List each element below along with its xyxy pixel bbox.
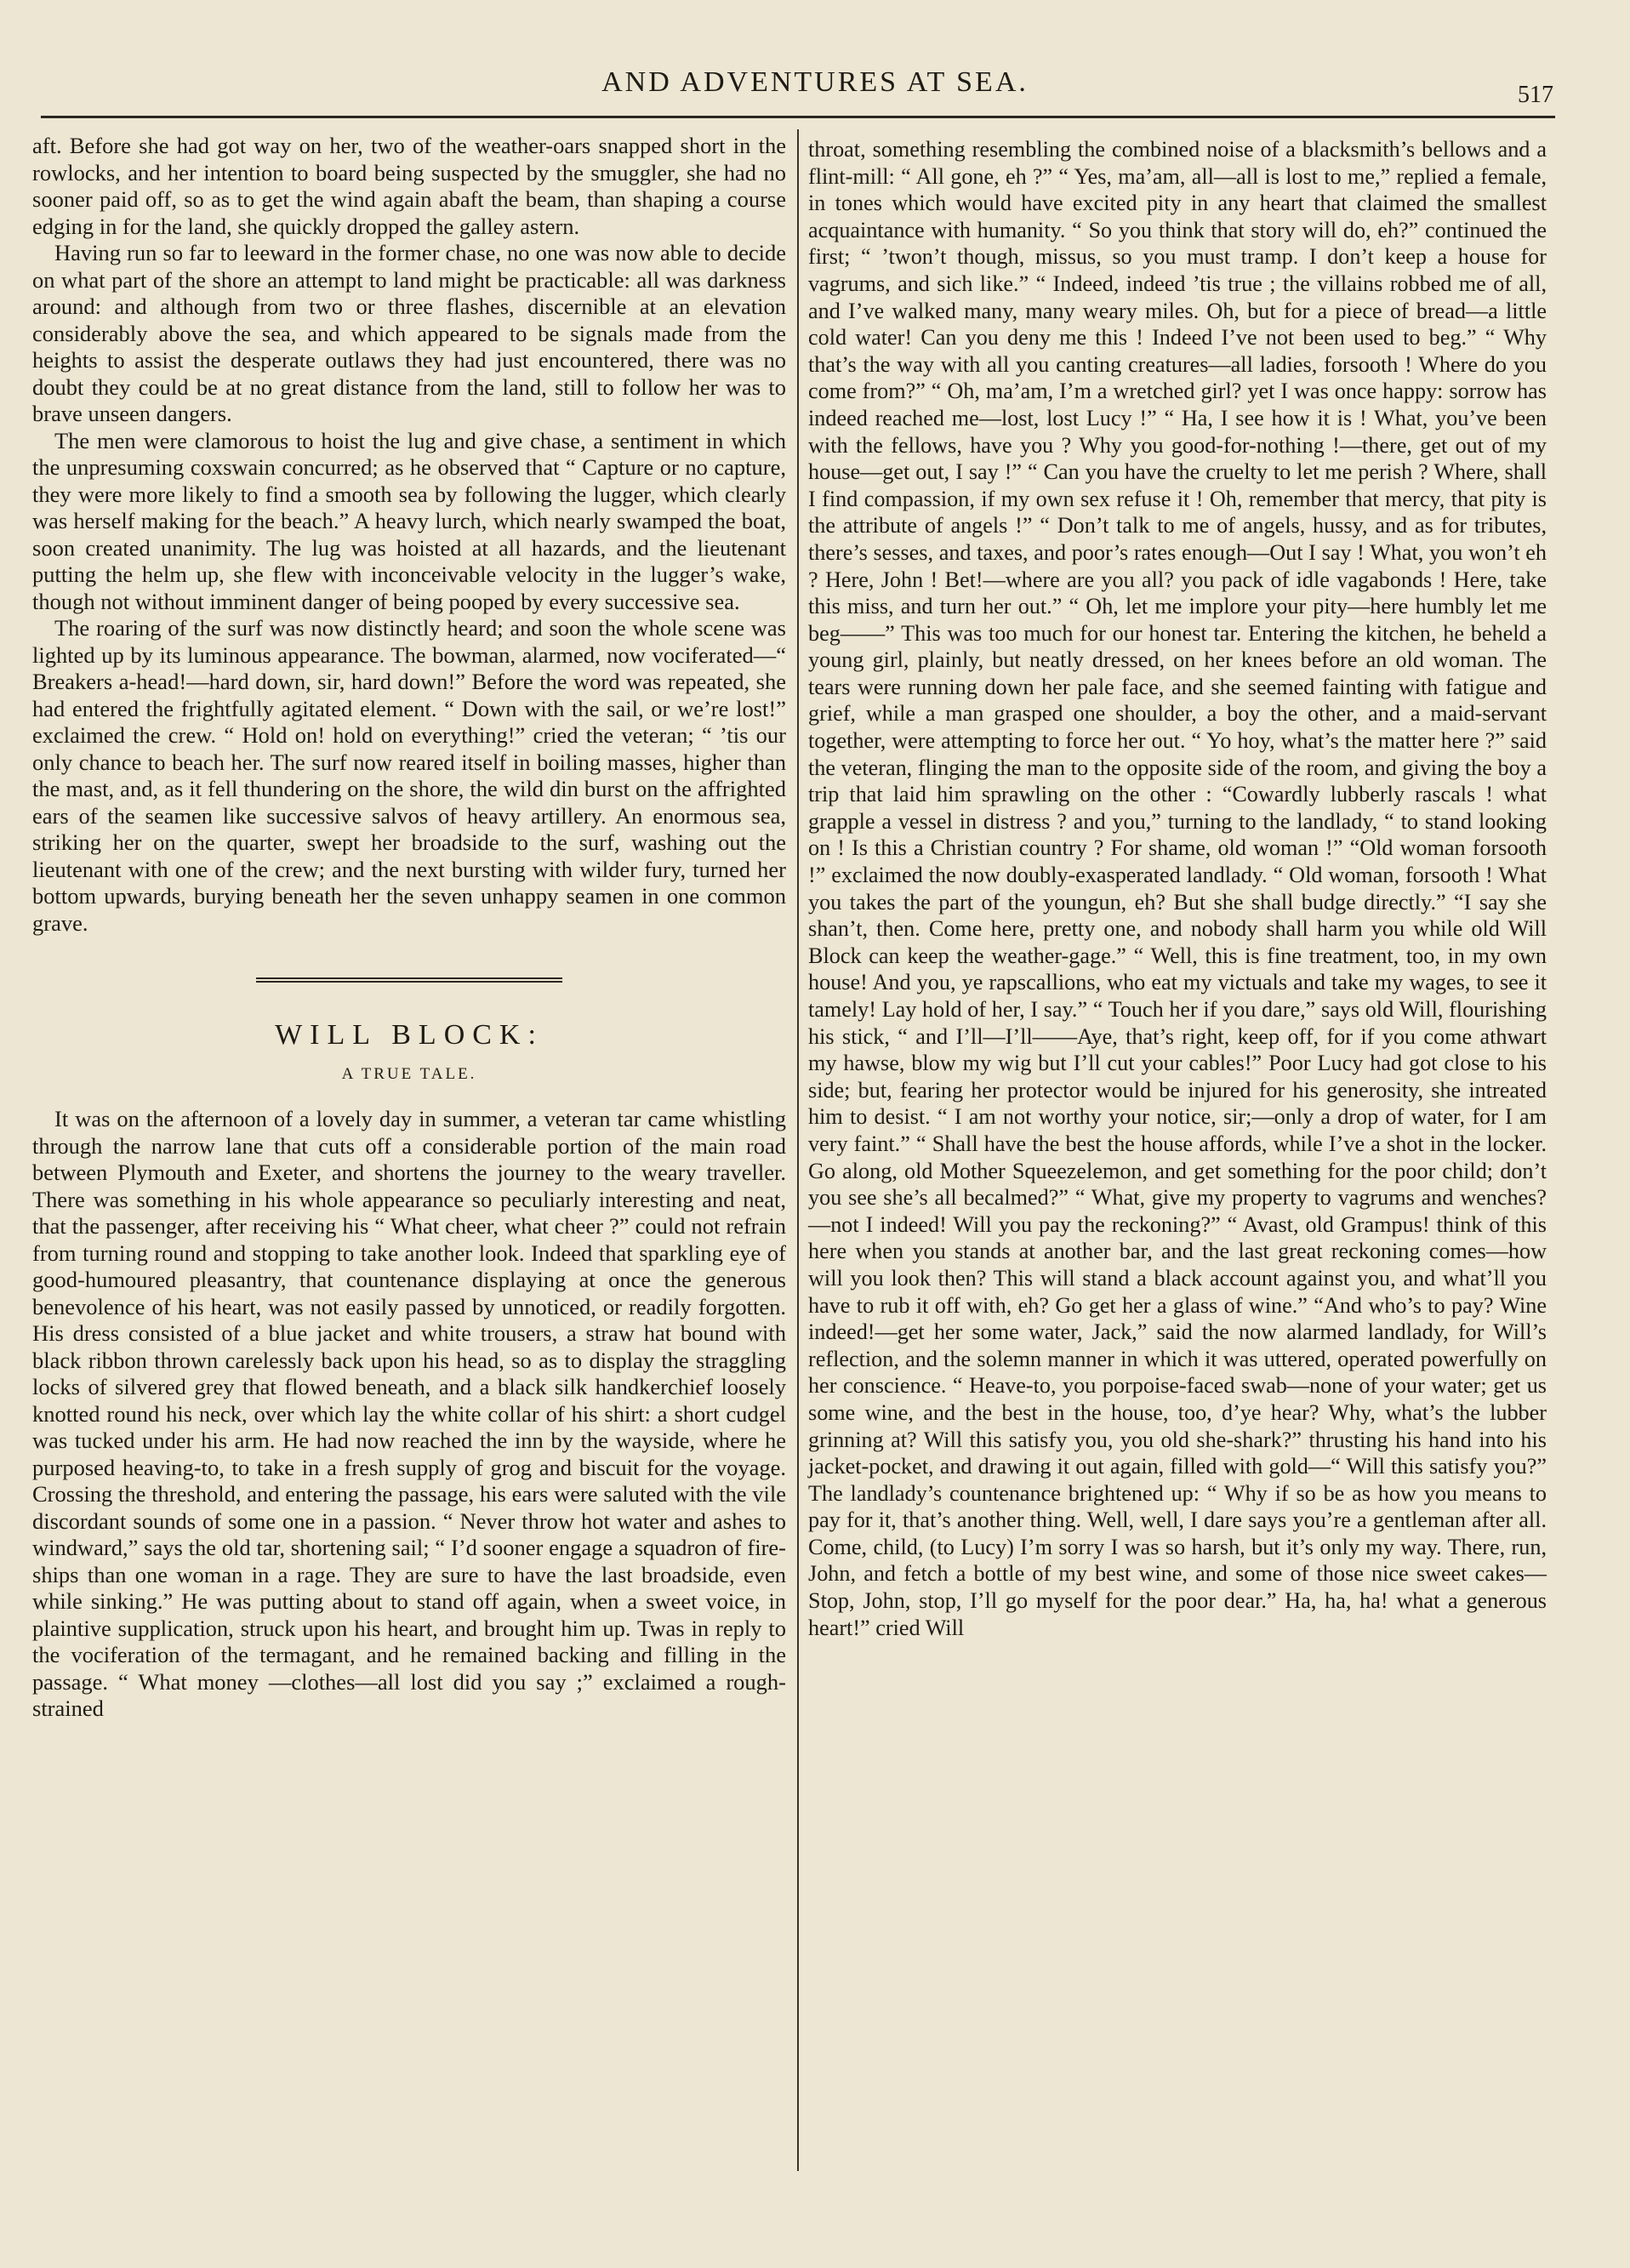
running-title: AND ADVENTURES AT SEA. <box>601 66 1029 98</box>
right-column <box>808 136 1547 1641</box>
page-number: 517 <box>1518 82 1553 108</box>
left-column <box>32 133 786 1723</box>
story-opening-paragraph: It was on the afternoon of a lovely day in summer, a veteran tar came whistling through the narrow lane that cuts off a considerable portion of the main road between Plymouth and Exeter, and shortens the journey to the weary traveller. There was something in his whole appearance so peculiarly interesting and neat, that the passenger, after receiving his “ What cheer, what cheer ?” could not refrain from turning round and stopping to take another look. Indeed that sparkling eye of good-humoured pleasantry, that countenance displaying at once the generous benevolence of his heart, was not easily passed by unnoticed, or readily forgotten. His dress consisted of a blue jacket and white trousers, a straw hat bound with black ribbon thrown carelessly back upon his head, so as to display the straggling locks of silvered grey that flowed beneath, and a black silk handkerchief loosely knotted round his neck, over which lay the white collar of his shirt: a short cudgel was tucked under his arm. He had now reached the inn by the wayside, where he purposed heaving-to, to take in a fresh supply of grog and biscuit for the voyage. Crossing the threshold, and entering the passage, his ears were saluted with the vile discordant sounds of some one in a passion. “ Never throw hot water and ashes to windward,” says the old tar, shortening sail; “ I’d sooner engage a squadron of fire-ships than one woman in a rage. They are sure to have the last broadside, even while sinking.” He was putting about to stand off again, when a sweet voice, in plaintive supplication, struck upon his heart, and brought him up. Twas in reply to the vociferation of the termagant, and he remained backing and filling in the passage. “ What money —clothes—all lost did you say ;” exclaimed a rough-strained <box>32 1106 786 1721</box>
story-subtitle: A TRUE TALE. <box>341 1064 477 1083</box>
article-paragraph: Having run so far to leeward in the former chase, no one was now able to decide on what part of the shore an attempt to land might be practicable: all was darkness around: and although from two or three flashes, discernible at an elevation considerably above the sea, and which appeared to be signals made from the heights to assist the desperate outlaws they had just encountered, there was no doubt they could be at no great distance from the land, still to follow her was to brave unseen dangers. <box>32 240 786 426</box>
article-paragraph: The roaring of the surf was now distinctly heard; and soon the whole scene was lighted up by its luminous appearance. The bowman, alarmed, now vociferated—“ Breakers a-head!—hard down, sir, hard down!” Before the word was repeated, she had entered the frightfully agitated element. “ Down with the sail, or we’re lost!” exclaimed the crew. “ Hold on! hold on everything!” cried the veteran; “ ’tis our only chance to beach her. The surf now reared itself in boiling masses, higher than the mast, and, as it fell thundering on the shore, the wild din burst on the affrighted ears of the seamen like successive salvos of heavy artillery. An enormous sea, striking her on the quarter, swept her broadside to the surf, washing out the lieutenant with one of the crew; and the next bursting with wilder fury, turned her bottom upwards, burying beneath her the seven unhappy seamen in one common grave. <box>32 615 786 936</box>
section-ornament-rule <box>256 976 562 984</box>
story-continuation: throat, something resembling the combined noise of a blacksmith’s bellows and a flint-mill: “ All gone, eh ?” “ Yes, ma’am, all—all is lost to me,” replied a female, in tones which would have excited pity in any heart that claimed the smallest acquaintance with humanity. “ So you think that story will do, eh?” continued the first; “ ’twon’t though, missus, so you must tramp. I don’t keep a house for vagrums, and sich like.” “ Indeed, indeed ’tis true ; the villains robbed me of all, and I’ve walked many, many weary miles. Oh, but for a piece of bread—a little cold water! Can you deny me this ! Indeed I’ve not been used to beg.” “ Why that’s the way with all you canting creatures—all ladies, forsooth ! Where do you come from?” “ Oh, ma’am, I’m a wretched girl? yet I was once happy: sorrow has indeed reached me—lost, lost Lucy !” “ Ha, I see how it is ! What, you’ve been with the fellows, have you ? Why you good-for-nothing !—there, get out of my house—get out, I say !” “ Can you have the cruelty to let me perish ? Where, shall I find compassion, if my own sex refuse it ! Oh, remember that mercy, that pity is the attribute of angels !” “ Don’t talk to me of angels, hussy, and as for tributes, there’s sesses, and taxes, and poor’s rates enough—Out I say ! What, you won’t eh ? Here, John ! Bet!—where are you all? you pack of idle vagabonds ! Here, take this miss, and turn her out.” “ Oh, let me implore your pity—here humbly let me beg——” This was too much for our honest tar. Entering the kitchen, he beheld a young girl, plainly, but neatly dressed, on her knees before an old woman. The tears were running down her pale face, and she seemed fainting with fatigue and grief, while a man grasped one shoulder, a boy the other, and a maid-servant together, were attempting to force her out. “ Yo hoy, what’s the matter here ?” said the veteran, flinging the man to the opposite side of the room, and giving the boy a trip that laid him sprawling on the other : “Cowardly lubberly rascals ! what grapple a vessel in distress ? and you,” turning to the landlady, “ to stand looking on ! Is this a Christian country ? For shame, old woman !” “Old woman forsooth !” exclaimed the now doubly-exasperated landlady. “ Old woman, forsooth ! What you takes the part of the youngun, eh? But she shall budge directly.” “I say she shan’t, then. Come here, pretty one, and nobody shall harm you while old Will Block can keep the weather-gage.” “ Well, this is fine treatment, too, in my own house! And you, ye rapscallions, who eat my victuals and take my wages, to see it tamely! Lay hold of her, I say.” “ Touch her if you dare,” says old Will, flourishing his stick, “ and I’ll—I’ll——Aye, that’s right, keep off, for if you come athwart my hawse, blow my wig but I’ll cut your cables!” Poor Lucy had got close to his side; but, fearing her protector would be injured for his generosity, she intreated him to desist. “ I am not worthy your notice, sir;—only a drop of water, for I am very faint.” “ Shall have the best the house affords, while I’ve a shot in the locker. Go along, old Mother Squeezelemon, and get something for the poor child; don’t you see she’s all becalmed?” “ What, give my property to vagrums and wenches?—not I indeed! Will you pay the reckoning?” “ Avast, old Grampus! think of this here when you stands at another bar, and the last great reckoning comes—how will you look then? This will stand a black account against you, and what’ll you have to rub it off with, eh? Go get her a glass of wine.” “And who’s to pay? Wine indeed!—get her some water, Jack,” said the now alarmed landlady, for Will’s reflection, and the solemn manner in which it was uttered, operated powerfully on her conscience. “ Heave-to, you porpoise-faced swab—none of your water; get us some wine, and the best in the house, too, d’ye hear? Why, what’s the lubber grinning at? Will this satisfy you, you old she-shark?” thrusting his hand into his jacket-pocket, and drawing it out again, filled with gold—“ Will this satisfy you?” The landlady’s countenance brightened up: “ Why if so be as how you means to pay for it, that’s another thing. Well, well, I dare says you’re a gentleman after all. Come, child, (to Lucy) I’m sorry I was so harsh, but it’s only my way. There, run, John, and fetch a bottle of my best wine, and some of those nice sweet cakes—Stop, John, stop, I’ll go myself for the poor dear.” Ha, ha, ha! what a generous heart!” cried Will <box>808 137 1547 1640</box>
article-paragraph: The men were clamorous to hoist the lug and give chase, a sentiment in which the unpresuming coxswain concurred; as he observed that “ Capture or no capture, they were more likely to find a smooth sea by following the lugger, which clearly was herself making for the beach.” A heavy lurch, which nearly swamped the boat, soon created unanimity. The lug was hoisted at all hazards, and the lieutenant putting the helm up, she flew with inconceivable velocity in the lugger’s wake, though not without imminent danger of being pooped by every successive sea. <box>32 427 786 614</box>
header-rule <box>41 116 1555 118</box>
column-divider <box>797 129 799 2171</box>
article-paragraph: aft. Before she had got way on her, two of the weather-oars snapped short in the rowlocks, and her intention to board being suspected by the smuggler, she had no sooner paid off, so as to get the wind again abaft the beam, than shaping a course edging in for the land, she quickly dropped the galley astern. <box>32 133 786 239</box>
story-title: WILL BLOCK: <box>275 1019 544 1051</box>
page-header <box>43 66 1587 109</box>
